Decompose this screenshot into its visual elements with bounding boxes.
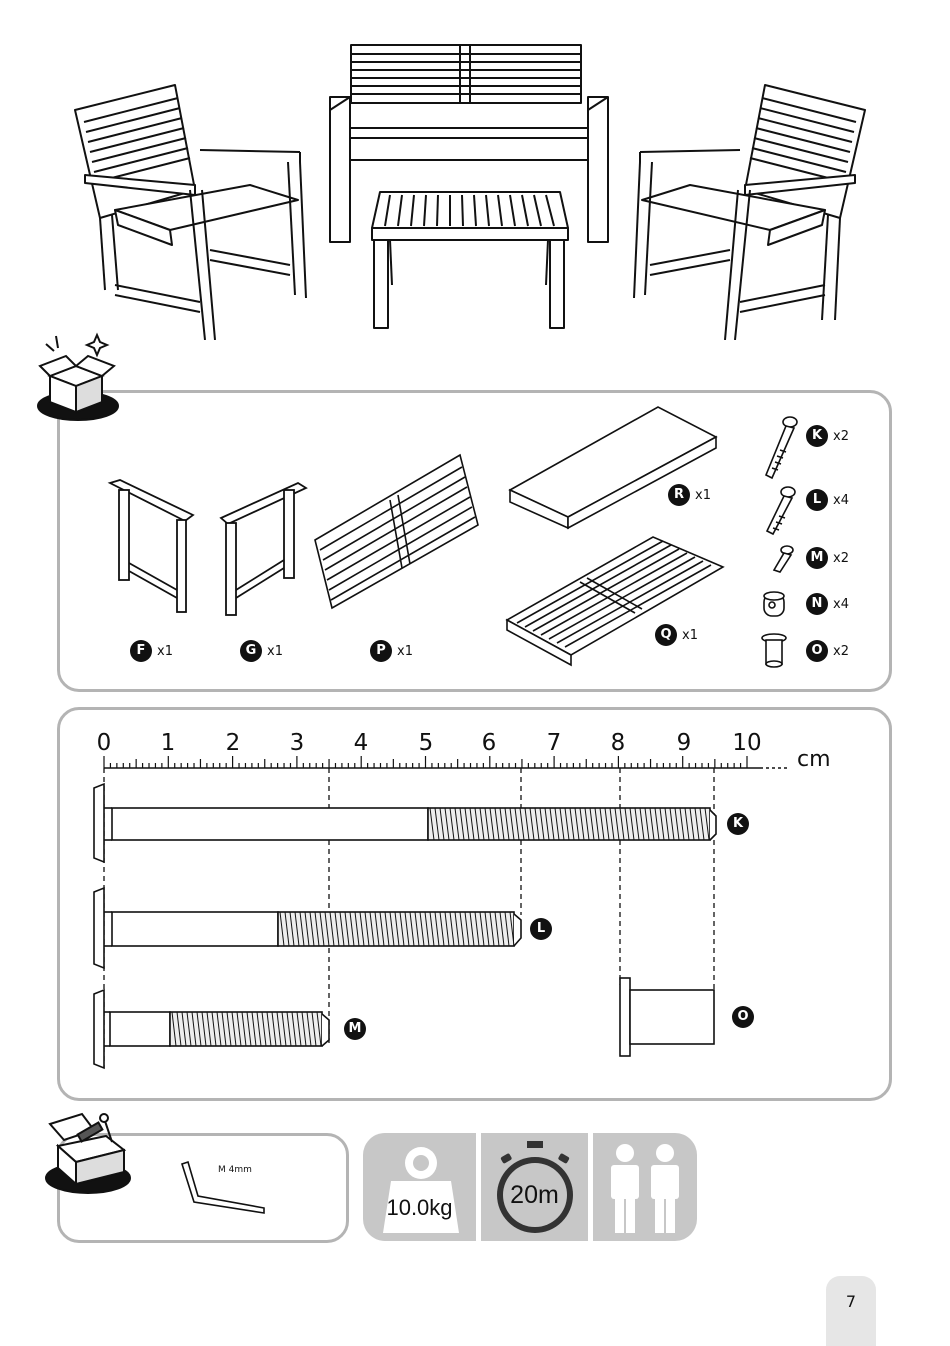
ruler-tick-label: 2 — [225, 730, 241, 756]
part-badge: P — [370, 640, 392, 662]
time-value: 20m — [510, 1181, 559, 1209]
ruler-tick-label: 1 — [160, 730, 176, 756]
scale-label-l: L — [530, 918, 552, 940]
part-badge: L — [806, 489, 828, 511]
part-badge: G — [240, 640, 262, 662]
sleeve-o-scale — [620, 978, 714, 1056]
page-number: 7 — [826, 1276, 876, 1346]
scale-label-o: O — [732, 1006, 754, 1028]
scale-label-m: M — [344, 1018, 366, 1040]
part-qty: x4 — [833, 492, 849, 508]
ruler-tick-label: 9 — [676, 730, 692, 756]
part-badge: N — [806, 593, 828, 615]
part-qty: x4 — [833, 596, 849, 612]
part-qty: x1 — [157, 643, 173, 659]
time-box — [481, 1133, 588, 1241]
part-qty: x2 — [833, 428, 849, 444]
ruler-tick-label: 8 — [610, 730, 626, 756]
scale-label-k: K — [727, 813, 749, 835]
part-qty: x2 — [833, 643, 849, 659]
ruler-tick-label: 7 — [546, 730, 562, 756]
part-qty: x1 — [695, 487, 711, 503]
weight-box — [363, 1133, 476, 1241]
part-qty: x1 — [682, 627, 698, 643]
part-badge: K — [806, 425, 828, 447]
part-badge: Q — [655, 624, 677, 646]
part-badge: O — [806, 640, 828, 662]
ruler-tick-label: 4 — [353, 730, 369, 756]
part-badge: F — [130, 640, 152, 662]
two-people-icon — [603, 1143, 687, 1235]
allen-key-icon — [176, 1160, 272, 1216]
weight-value: 10.0kg — [386, 1195, 453, 1220]
ruler-tick-label: 3 — [289, 730, 305, 756]
allen-key-label: M 4mm — [218, 1165, 252, 1175]
ruler-tick-label: 10 — [732, 730, 762, 756]
part-qty: x1 — [267, 643, 283, 659]
part-qty: x1 — [397, 643, 413, 659]
ruler-tick-label: 6 — [481, 730, 497, 756]
ruler-tick-label: 5 — [418, 730, 434, 756]
part-qty: x2 — [833, 550, 849, 566]
people-box — [593, 1133, 697, 1241]
part-badge: M — [806, 547, 828, 569]
ruler-unit: cm — [797, 747, 831, 772]
part-badge: R — [668, 484, 690, 506]
ruler-tick-label: 0 — [96, 730, 112, 756]
bolt-k-scale — [94, 784, 716, 862]
toolbox-icon — [42, 1106, 136, 1196]
